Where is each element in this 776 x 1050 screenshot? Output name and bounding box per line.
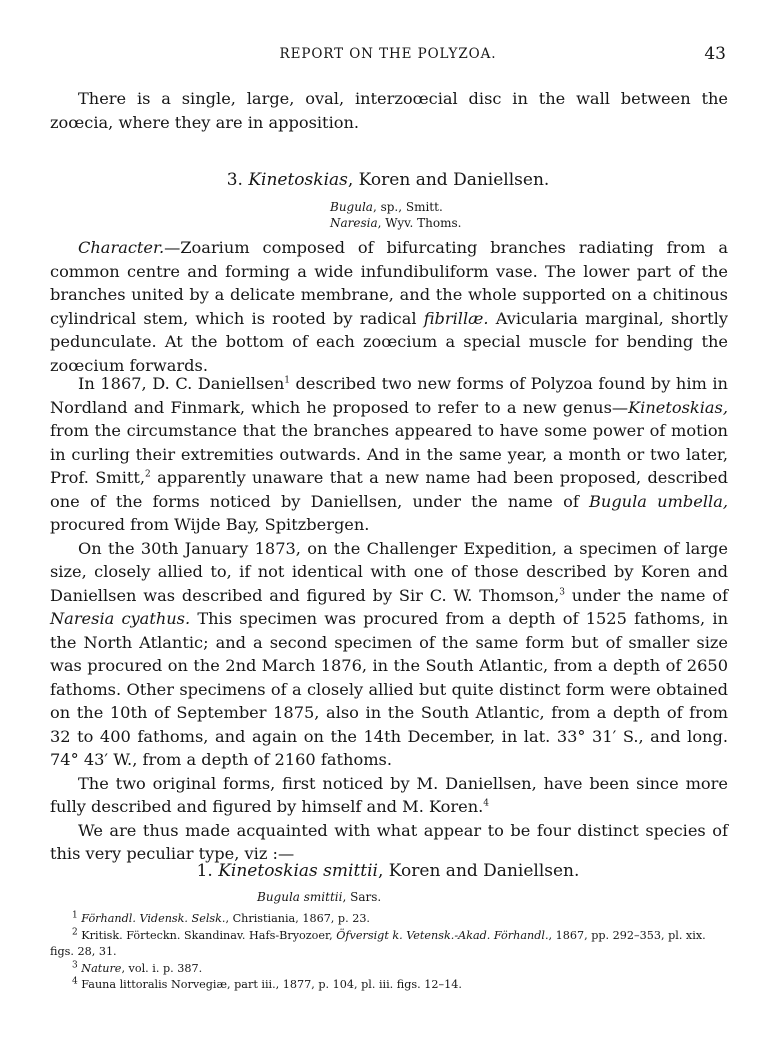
history-paragraph-1: In 1867, D. C. Daniellsen$^1$ described two new forms of Polyzoa found by him in Nordland and Finmark, which he proposed to refer to a new genus—Kinetoskias, from the circumstance that the branches appeared to have some power of motion in curling their extremities outwards. And in the same year, a month or two later, Prof. Smitt,$^2$ apparently unaware that a new name had been proposed, described one of the forms noticed by Daniellsen, under the name of Bugula umbella, procured from Wijde Bay, Spitzbergen. bbox=[50, 374, 728, 534]
running-title: REPORT ON THE POLYZOA. bbox=[279, 46, 497, 62]
history-block bbox=[50, 372, 728, 866]
genus-authority: , Koren and Daniellsen. bbox=[347, 170, 550, 190]
history-paragraph-2: On the 30th January 1873, on the Challenger Expedition, a specimen of large size, closely allied to, if not identical with one of those described by Koren and Daniellsen was described and figured by Sir C. W. Thomson,$^3$ under the name of Naresia cyathus. This specimen was procured from a depth of 1525 fathoms, in the North Atlantic; and a second specimen of the same form but of smaller size was procured on the 2nd March 1876, in the South Atlantic, from a depth of 2650 fathoms. Other specimens of a closely allied but quite distinct form were obtained on the 10th of September 1875, also in the South Atlantic, from a depth of from 32 to 400 fathoms, and again on the 14th December, in lat. 33° 31′ S., and long. 74° 43′ W., from a depth of 2160 fathoms. bbox=[50, 538, 728, 769]
species-name: Kinetoskias smittii bbox=[218, 861, 378, 881]
footnote-ref: 3 bbox=[559, 587, 565, 598]
footnote-ref: 4 bbox=[483, 798, 490, 809]
synonym-authority: , Sars. bbox=[342, 890, 382, 904]
footnote: $^3$ Nature, vol. i. p. 387. bbox=[72, 959, 203, 975]
footnote-ref: 1 bbox=[284, 375, 291, 386]
species-heading bbox=[0, 861, 776, 881]
species-name-inline: Naresia cyathus. bbox=[50, 609, 191, 628]
species-number: 1. bbox=[196, 861, 213, 881]
genus-number: 3. bbox=[226, 170, 243, 190]
genus-synonyms bbox=[330, 199, 461, 231]
species-name-inline: Bugula umbella, bbox=[589, 491, 728, 511]
genus-name-inline: Kinetoskias, bbox=[628, 397, 728, 417]
synonym-line bbox=[330, 199, 461, 215]
species-authority: , Koren and Daniellsen. bbox=[377, 861, 580, 881]
footnote: $^2$ Kritisk. Förteckn. Skandinav. Hafs-Bryozoer, Öfversigt k. Vetensk.-Akad. Förhandl., 1867, pp. 292–353, pl. xix. figs. 28, 31. bbox=[50, 926, 706, 958]
synonym-authority: , Wyv. Thoms. bbox=[377, 216, 462, 230]
footnotes bbox=[50, 911, 728, 994]
genus-name: Kinetoskias bbox=[248, 170, 348, 190]
genus-heading bbox=[0, 170, 776, 190]
character-paragraph: Character.—Zoarium composed of bifurcating branches radiating from a common centre and forming a wide infundibuliform vase. The lower part of the branches united by a delicate membrane, and the whole supported on a chitinous cylindrical stem, which is rooted by radical fibrillæ. Avicularia marginal, shortly pedunculate. At the bottom of each zoœcium a special muscle for bending the zoœcium forwards. bbox=[50, 238, 728, 375]
synonym-name: Bugula bbox=[330, 200, 373, 214]
history-paragraph-4: We are thus made acquainted with what appear to be four distinct species of this very peculiar type, viz :— bbox=[50, 820, 728, 863]
footnote: $^1$ Förhandl. Vidensk. Selsk., Christiania, 1867, p. 23. bbox=[72, 910, 370, 925]
intro-paragraph-block bbox=[50, 87, 728, 134]
page-number: 43 bbox=[704, 44, 726, 64]
intro-paragraph: There is a single, large, oval, interzoœcial disc in the wall between the zoœcia, where they are in apposition. bbox=[50, 89, 728, 132]
synonym-name: Bugula smittii bbox=[257, 890, 343, 904]
character-paragraph-block bbox=[50, 236, 728, 377]
footnote: $^4$ Fauna littoralis Norvegiæ, part iii., 1877, p. 104, pl. iii. figs. 12–14. bbox=[72, 976, 462, 991]
footnote-ref: 2 bbox=[145, 469, 151, 480]
synonym-name: Naresia bbox=[330, 216, 378, 230]
fibrillae-term: fibrillæ. bbox=[423, 308, 489, 328]
species-synonym bbox=[257, 889, 381, 905]
synonym-authority: , sp., Smitt. bbox=[372, 200, 443, 214]
history-paragraph-3: The two original forms, first noticed by M. Daniellsen, have been since more fully described and figured by himself and M. Koren.$^4$ bbox=[50, 773, 728, 816]
character-label: Character. bbox=[78, 238, 165, 257]
synonym-line bbox=[257, 889, 381, 905]
synonym-line bbox=[330, 215, 461, 231]
